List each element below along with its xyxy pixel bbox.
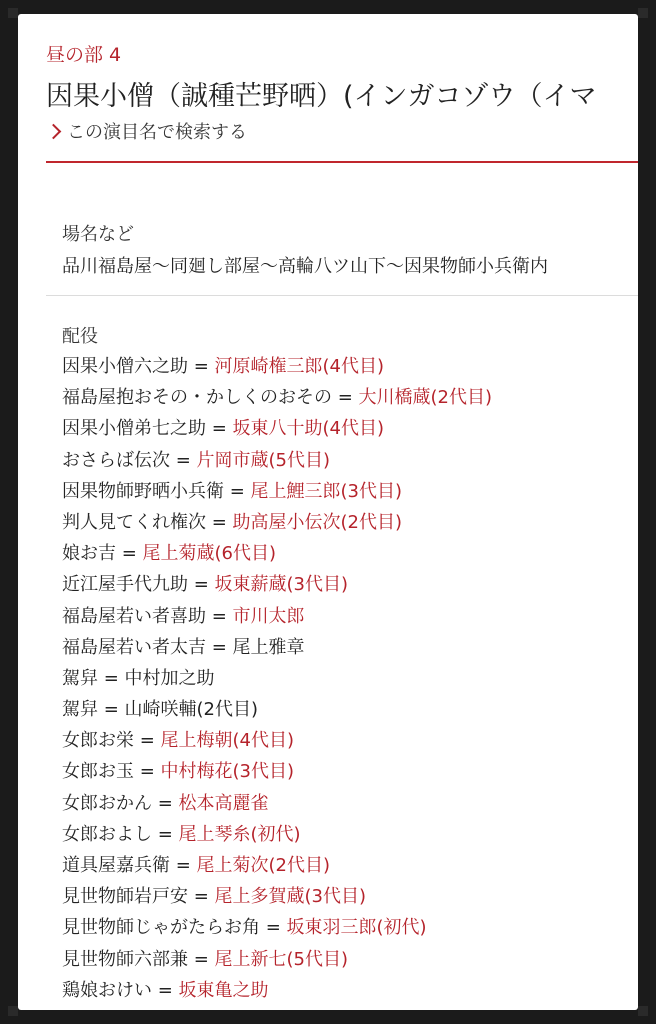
actor-link[interactable]: 助高屋小伝次(2代目) xyxy=(232,511,403,533)
role-actor-separator: = xyxy=(188,356,215,377)
role-name: 道具屋嘉兵衛 xyxy=(62,855,170,876)
role-name: 判人見てくれ権次 xyxy=(62,511,206,533)
role-actor-separator: = xyxy=(260,917,287,939)
actor-link[interactable]: 尾上菊蔵(6代目) xyxy=(142,543,277,565)
cast-row xyxy=(62,569,632,600)
cast-row xyxy=(62,351,632,382)
cast-row xyxy=(62,413,632,444)
role-actor-separator: = xyxy=(152,792,179,814)
actor-link[interactable]: 尾上琴糸(初代) xyxy=(178,823,301,845)
actor-name: 山崎咲輔(2代目) xyxy=(124,699,259,721)
actor-link[interactable]: 坂東八十助(4代目) xyxy=(232,418,385,440)
cast-label: 配役 xyxy=(62,326,98,347)
cast-list xyxy=(62,351,632,1006)
actor-name: 中村加之助 xyxy=(124,667,215,689)
act-label: 昼の部 4 xyxy=(46,44,122,66)
program-card xyxy=(18,14,638,1010)
role-actor-separator: = xyxy=(134,730,161,752)
search-link-label: この演目名で検索する xyxy=(67,122,247,143)
role-name: 福島屋若い者喜助 xyxy=(62,605,206,627)
role-actor-separator: = xyxy=(224,480,251,502)
role-name: 見世物師六部兼 xyxy=(62,948,188,970)
role-name: 福島屋抱おその・かしくのおその xyxy=(62,387,332,409)
role-name: 女郎お栄 xyxy=(62,730,134,752)
role-name: 福島屋若い者太吉 xyxy=(62,636,206,658)
role-actor-separator: = xyxy=(206,636,233,658)
actor-link[interactable]: 坂東羽三郎(初代) xyxy=(286,917,427,939)
scene-label: 場名など xyxy=(62,224,134,245)
role-actor-separator: = xyxy=(206,418,233,440)
role-name: 見世物師じゃがたらお角 xyxy=(62,917,260,939)
cast-row xyxy=(62,881,632,912)
actor-link[interactable]: 坂東亀之助 xyxy=(178,979,269,1001)
cast-row xyxy=(62,538,632,569)
actor-link[interactable]: 河原崎権三郎(4代目) xyxy=(214,356,385,377)
cast-row xyxy=(62,850,632,881)
cast-row xyxy=(62,476,632,507)
actor-link[interactable]: 中村梅花(3代目) xyxy=(160,761,295,783)
cast-row xyxy=(62,507,632,538)
role-name: 女郎おかん xyxy=(62,792,152,814)
role-name: 駕舁 xyxy=(62,667,98,689)
role-name: 因果物師野晒小兵衛 xyxy=(62,480,224,502)
frame-corner xyxy=(8,1006,18,1016)
title-divider xyxy=(46,161,638,163)
cast-row xyxy=(62,912,632,943)
chevron-right-icon xyxy=(46,123,62,139)
role-name: 因果小僧六之助 xyxy=(62,356,188,377)
program-title: 因果小僧（誠種芒野晒）(インガコゾウ（イマ xyxy=(46,81,597,112)
role-name: 女郎およし xyxy=(62,823,152,845)
actor-link[interactable]: 片岡市蔵(5代目) xyxy=(196,449,331,471)
cast-row xyxy=(62,694,632,725)
role-actor-separator: = xyxy=(116,543,143,565)
cast-row xyxy=(62,663,632,694)
actor-link[interactable]: 市川太郎 xyxy=(232,605,305,627)
role-name: 見世物師岩戸安 xyxy=(62,886,188,908)
role-name: 因果小僧弟七之助 xyxy=(62,418,206,440)
actor-link[interactable]: 松本高麗雀 xyxy=(178,792,269,814)
role-name: 近江屋手代九助 xyxy=(62,574,188,596)
role-actor-separator: = xyxy=(98,667,125,689)
cast-row xyxy=(62,756,632,787)
actor-link[interactable]: 尾上菊次(2代目) xyxy=(196,855,331,876)
role-name: 娘お吉 xyxy=(62,543,116,565)
actor-link[interactable]: 尾上鯉三郎(3代目) xyxy=(250,480,403,502)
actor-link[interactable]: 大川橋蔵(2代目) xyxy=(358,387,493,409)
cast-row xyxy=(62,382,632,413)
role-name: 鶏娘おけい xyxy=(62,979,152,1001)
frame-corner xyxy=(638,8,648,18)
role-actor-separator: = xyxy=(152,979,179,1001)
role-actor-separator: = xyxy=(188,574,215,596)
role-actor-separator: = xyxy=(98,699,125,721)
frame-corner xyxy=(8,8,18,18)
cast-row xyxy=(62,445,632,476)
cast-row xyxy=(62,632,632,663)
frame-corner xyxy=(638,1006,648,1016)
role-actor-separator: = xyxy=(134,761,161,783)
role-actor-separator: = xyxy=(206,605,233,627)
role-actor-separator: = xyxy=(188,948,215,970)
actor-name: 尾上雅章 xyxy=(232,636,305,658)
cast-row xyxy=(62,819,632,850)
cast-row xyxy=(62,944,632,975)
role-name: 駕舁 xyxy=(62,699,98,721)
cast-row xyxy=(62,788,632,819)
role-actor-separator: = xyxy=(170,449,197,471)
section-divider xyxy=(46,295,638,296)
role-actor-separator: = xyxy=(188,886,215,908)
search-by-title-link[interactable] xyxy=(46,118,247,144)
cast-row xyxy=(62,725,632,756)
actor-link[interactable]: 坂東薪蔵(3代目) xyxy=(214,574,349,596)
cast-row xyxy=(62,601,632,632)
role-name: 女郎お玉 xyxy=(62,761,134,783)
actor-link[interactable]: 尾上梅朝(4代目) xyxy=(160,730,295,752)
role-actor-separator: = xyxy=(152,823,179,845)
cast-row xyxy=(62,975,632,1006)
role-actor-separator: = xyxy=(206,511,233,533)
role-actor-separator: = xyxy=(170,855,197,876)
scene-value: 品川福島屋〜同廻し部屋〜高輪八ツ山下〜因果物師小兵衛内 xyxy=(62,256,548,277)
role-name: おさらば伝次 xyxy=(62,449,170,471)
actor-link[interactable]: 尾上新七(5代目) xyxy=(214,948,349,970)
actor-link[interactable]: 尾上多賀蔵(3代目) xyxy=(214,886,367,908)
role-actor-separator: = xyxy=(332,387,359,409)
